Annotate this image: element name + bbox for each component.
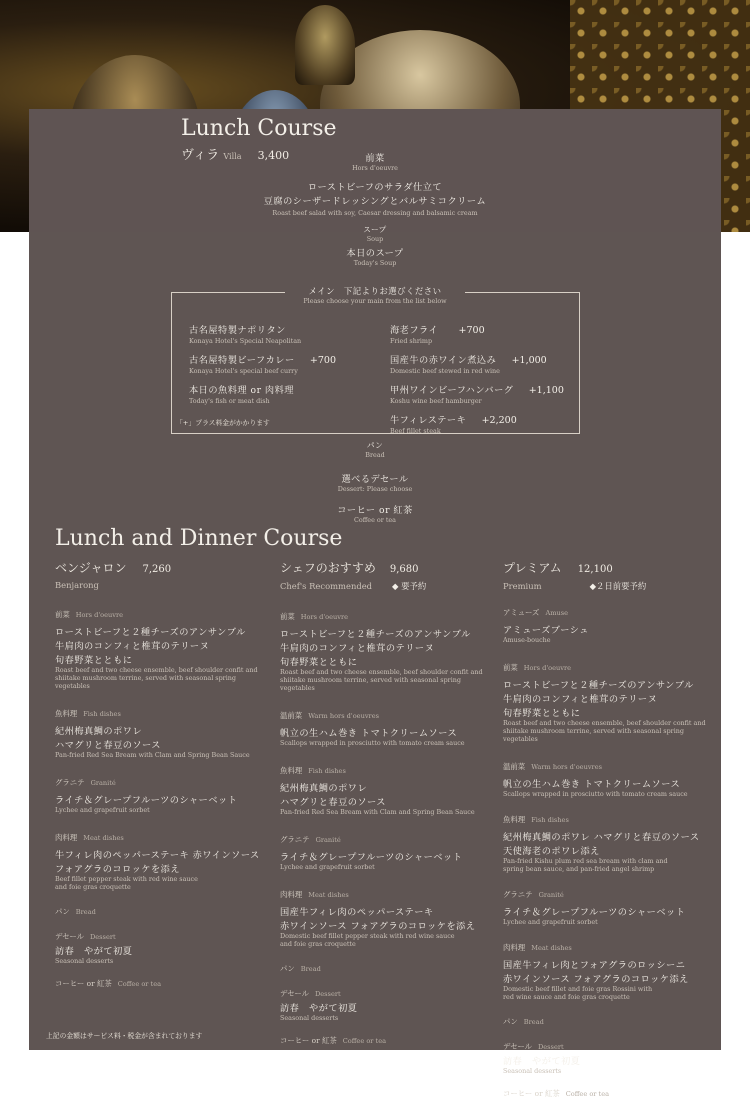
bread-heading: パン	[366, 441, 384, 450]
section-coffee: コーヒー or 紅茶 Coffee or tea	[503, 1089, 610, 1098]
course-benjarong	[55, 559, 270, 990]
section-dessert: デセール Dessert 訪春 やがて初夏 Seasonal desserts	[55, 932, 133, 965]
villa-name: ヴィラ	[181, 148, 220, 163]
ceramic-jar	[295, 5, 355, 85]
main-choice-label: メイン 下記よりお選びください	[308, 286, 442, 296]
surcharge-note: 「+」プラス料金がかかります	[176, 419, 270, 427]
section-coffee: コーヒー or 紅茶 Coffee or tea	[55, 979, 162, 988]
section-meat: 肉料理 Meat dishes 国産牛フィレ肉のペッパーステーキ 赤ワインソース フォアグラのコロッケを添え Domestic beef fillet pepper steak with red wine sauce and foie gras croquette	[280, 890, 476, 948]
section-hors: 前菜 Hors d'oeuvre ローストビーフと２種チーズのアンサンブル 牛肩肉のコンフィと椎茸のテリーヌ 旬春野菜とともに Roast beef and two cheese ensemble, beef shoulder confit and shiitake mushroom terrine, served with seasonal spring vegetables	[55, 610, 258, 690]
section-fish: 魚料理 Fish dishes 紀州梅真鯛のポワレ ハマグリと春豆のソース 天使海老のポワレ添え Pan-fried Kishu plum red sea bream with clam and spring bean sauce, and pan-fried angel shrimp	[503, 815, 700, 873]
hors-heading: 前菜	[365, 153, 385, 164]
hors-heading-en: Hors d'oeuvre	[352, 164, 398, 172]
dessert-heading-en: Dessert: Please choose	[337, 485, 413, 493]
section-bread: パン Bread	[280, 964, 321, 973]
main-item: 甲州ワインビーフハンバーグ +1,100 Koshu wine beef hamburger	[390, 385, 564, 405]
hors-line: 豆腐のシーザードレッシングとバルサミコクリーム	[263, 196, 487, 207]
course-chef-recommended	[280, 559, 495, 1047]
villa-name-en: Villa	[223, 152, 242, 161]
section-warm-hors: 温前菜 Warm hors d'oeuvres 帆立の生ハム巻き トマトクリームソース Scallops wrapped in prosciutto with tomato cream sauce	[503, 762, 688, 798]
course-name-en: Chef's Recommended ◆ 要予約	[280, 581, 427, 591]
main-item: 牛フィレステーキ +2,200 Beef fillet steak	[390, 415, 517, 435]
section-hors: 前菜 Hors d'oeuvre ローストビーフと２種チーズのアンサンブル 牛肩肉のコンフィと椎茸のテリーヌ 旬春野菜とともに Roast beef and two cheese ensemble, beef shoulder confit and shiitake mushroom terrine, served with seasonal spring vegetables	[280, 612, 483, 692]
lunch-course-title: Lunch Course	[181, 116, 337, 141]
course-name-en: Benjarong	[55, 580, 99, 590]
coffee-heading: コーヒー or 紅茶	[337, 505, 413, 516]
section-bread: パン Bread	[503, 1017, 544, 1026]
section-coffee: コーヒー or 紅茶 Coffee or tea	[280, 1036, 387, 1045]
reservation-note: ◆ 要予約	[392, 581, 427, 591]
section-granite: グラニテ Granité ライチ＆グレープフルーツのシャーベット Lychee and grapefruit sorbet	[280, 835, 463, 871]
section-meat: 肉料理 Meat dishes 国産牛フィレ肉とフォアグラのロッシーニ 赤ワインソース フォアグラのコロッケ添え Domestic beef fillet and foie gras Rossini with red wine sauce and foie gras croquette	[503, 943, 689, 1001]
reservation-note: ◆２日前要予約	[589, 581, 647, 591]
main-item: 古名屋特製ビーフカレー +700 Konaya Hotel's special beef curry	[189, 355, 337, 375]
villa-price: 3,400	[257, 149, 290, 162]
course-name-row: シェフのおすすめ 9,680	[280, 561, 419, 575]
main-item: 古名屋特製ナポリタン Konaya Hotel's Special Neapolitan	[189, 325, 302, 345]
main-choice-label-en: Please choose your main from the list below	[303, 297, 447, 305]
main-item: 本日の魚料理 or 肉料理 Today's fish or meat dish	[189, 385, 294, 405]
section-bread: パン Bread	[55, 907, 96, 916]
section-meat: 肉料理 Meat dishes 牛フィレ肉のペッパーステーキ 赤ワインソース フォアグラのコロッケを添え Beef fillet pepper steak with red wine sauce and foie gras croquette	[55, 833, 260, 891]
dessert-heading: 選べるデセール	[341, 474, 409, 485]
section-warm-hors: 温前菜 Warm hors d'oeuvres 帆立の生ハム巻き トマトクリームソース Scallops wrapped in prosciutto with tomato cream sauce	[280, 711, 465, 747]
footer-note: 上記の金額はサービス料・税金が含まれております	[46, 1032, 203, 1040]
course-name-row: ベンジャロン 7,260	[55, 561, 172, 575]
section-granite: グラニテ Granité ライチ＆グレープフルーツのシャーベット Lychee and grapefruit sorbet	[503, 890, 686, 926]
course-name-en: Premium ◆２日前要予約	[503, 581, 647, 591]
section-granite: グラニテ Granité ライチ＆グレープフルーツのシャーベット Lychee and grapefruit sorbet	[55, 778, 238, 814]
hors-desc: Roast beef salad with soy, Caesar dressing and balsamic cream	[272, 209, 478, 217]
section-dessert: デセール Dessert 訪春 やがて初夏 Seasonal desserts	[280, 989, 358, 1022]
main-item: 国産牛の赤ワイン煮込み +1,000 Domestic beef stewed in red wine	[390, 355, 547, 375]
course-name-row: プレミアム 12,100	[503, 561, 613, 575]
main-item: 海老フライ +700 Fried shrimp	[390, 325, 485, 345]
section-hors: 前菜 Hors d'oeuvre ローストビーフと２種チーズのアンサンブル 牛肩肉のコンフィと椎茸のテリーヌ 旬春野菜とともに Roast beef and two cheese ensemble, beef shoulder confit and shiitake mushroom terrine, served with seasonal spring vegetables	[503, 663, 706, 743]
soup-heading: スープ	[363, 225, 387, 234]
soup-item-en: Today's Soup	[353, 259, 397, 267]
bread-heading-en: Bread	[365, 451, 385, 459]
course-premium	[503, 559, 718, 1100]
soup-heading-en: Soup	[366, 235, 384, 243]
section-fish: 魚料理 Fish dishes 紀州梅真鯛のポワレ ハマグリと春豆のソース Pan-fried Red Sea Bream with Clam and Spring Bean Sauce	[55, 709, 250, 759]
section-amuse: アミューズ Amuse アミューズブーシュ Amuse-bouche	[503, 608, 589, 644]
villa-heading	[181, 144, 289, 163]
coffee-heading-en: Coffee or tea	[354, 516, 396, 524]
section-fish: 魚料理 Fish dishes 紀州梅真鯛のポワレ ハマグリと春豆のソース Pan-fried Red Sea Bream with Clam and Spring Bean Sauce	[280, 766, 475, 816]
section-dessert: デセール Dessert 訪春 やがて初夏 Seasonal desserts	[503, 1042, 581, 1075]
soup-item: 本日のスープ	[346, 248, 404, 259]
hors-line: ローストビーフのサラダ仕立て	[307, 182, 443, 193]
lunch-dinner-title: Lunch and Dinner Course	[55, 526, 343, 551]
